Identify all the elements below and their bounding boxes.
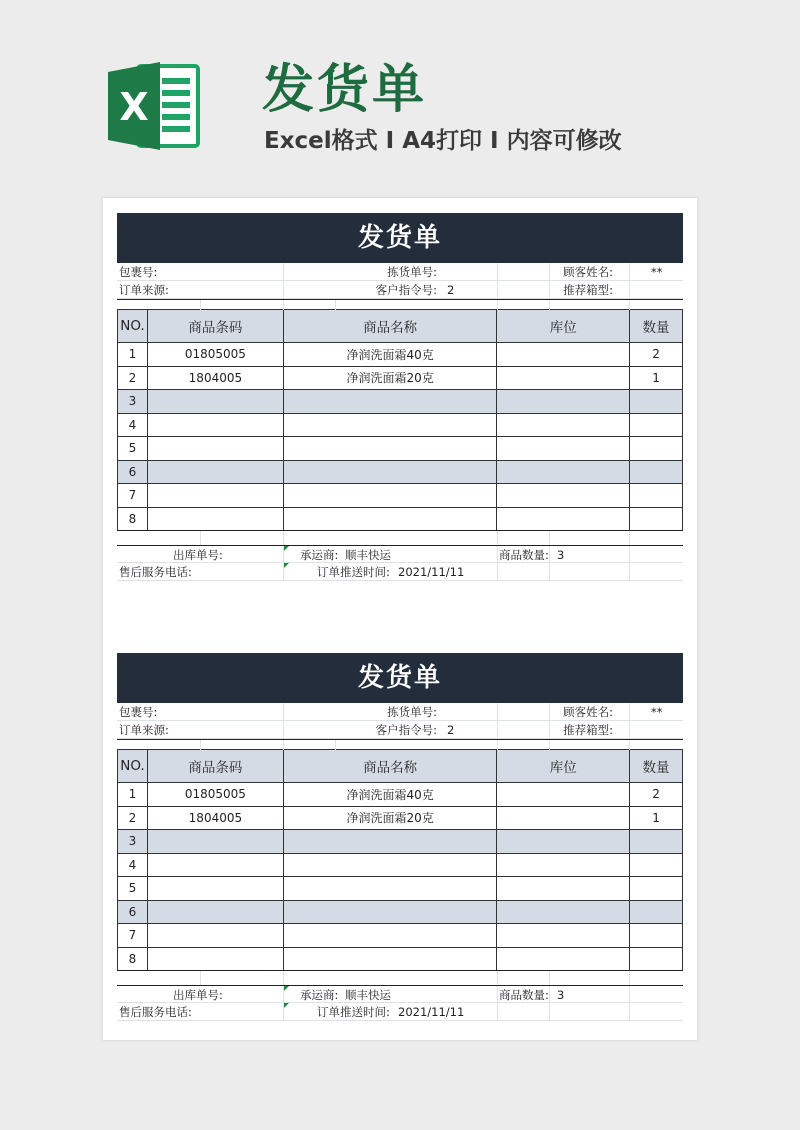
- table-body: [118, 783, 683, 971]
- row-barcode[interactable]: [147, 507, 283, 531]
- row-no: 8: [118, 507, 148, 531]
- row-product-name[interactable]: 净润洗面霜40克: [283, 343, 497, 367]
- table-row: [118, 853, 683, 877]
- page-title: 发货单: [262, 60, 428, 120]
- table-body: [118, 343, 683, 531]
- customer-name-label: 顾客姓名:: [563, 705, 613, 719]
- row-barcode[interactable]: [147, 853, 283, 877]
- col-header-location: 库位: [497, 310, 630, 343]
- row-product-name[interactable]: [283, 830, 497, 854]
- col-header-no: NO.: [118, 750, 148, 783]
- table-row: [118, 343, 683, 367]
- row-location[interactable]: [497, 924, 630, 948]
- col-header-no: NO.: [118, 310, 148, 343]
- carrier-label: 承运商:: [300, 988, 339, 1002]
- col-header-location: 库位: [497, 750, 630, 783]
- after-sales-phone-label: 售后服务电话:: [119, 565, 192, 579]
- row-barcode[interactable]: 1804005: [147, 366, 283, 390]
- item-count-label: 商品数量:: [499, 988, 549, 1002]
- items-table: [117, 309, 683, 531]
- form-footer: [117, 531, 683, 581]
- row-product-name[interactable]: [283, 947, 497, 971]
- row-barcode[interactable]: [147, 924, 283, 948]
- carrier-value[interactable]: 顺丰快运: [345, 548, 391, 562]
- box-type-label: 推荐箱型:: [563, 283, 613, 297]
- push-time-label: 订单推送时间:: [317, 1005, 390, 1019]
- row-no: 4: [118, 853, 148, 877]
- table-row: [118, 390, 683, 414]
- form-title: 发货单: [117, 213, 683, 263]
- table-row: [118, 924, 683, 948]
- row-location[interactable]: [497, 783, 630, 807]
- row-no: 2: [118, 366, 148, 390]
- row-no: 4: [118, 413, 148, 437]
- page-header: [0, 0, 800, 190]
- row-location[interactable]: [497, 413, 630, 437]
- row-no: 7: [118, 924, 148, 948]
- items-table: [117, 749, 683, 971]
- item-count-value[interactable]: 3: [557, 548, 565, 562]
- row-location[interactable]: [497, 437, 630, 461]
- table-row: [118, 806, 683, 830]
- footer-row-1: [117, 985, 683, 1003]
- row-location[interactable]: [497, 460, 630, 484]
- svg-text:X: X: [119, 85, 149, 129]
- row-location[interactable]: [497, 366, 630, 390]
- package-label: 包裹号:: [119, 265, 158, 279]
- row-quantity[interactable]: 1: [630, 806, 683, 830]
- push-time-label: 订单推送时间:: [317, 565, 390, 579]
- row-quantity[interactable]: 2: [630, 343, 683, 367]
- form-title: 发货单: [117, 653, 683, 703]
- row-no: 1: [118, 343, 148, 367]
- row-location[interactable]: [497, 507, 630, 531]
- row-no: 1: [118, 783, 148, 807]
- row-no: 5: [118, 877, 148, 901]
- footer-row-2: [117, 563, 683, 581]
- row-product-name[interactable]: [283, 437, 497, 461]
- row-quantity[interactable]: [630, 390, 683, 414]
- row-product-name[interactable]: [283, 877, 497, 901]
- client-command-value[interactable]: 2: [447, 723, 455, 737]
- customer-name-value[interactable]: **: [651, 265, 663, 279]
- row-barcode[interactable]: 01805005: [147, 343, 283, 367]
- row-no: 6: [118, 900, 148, 924]
- table-row: [118, 783, 683, 807]
- form-footer: [117, 971, 683, 1021]
- client-command-label: 客户指令号:: [375, 283, 437, 297]
- row-quantity[interactable]: [630, 484, 683, 508]
- carrier-value[interactable]: 顺丰快运: [345, 988, 391, 1002]
- col-header-quantity: 数量: [630, 750, 683, 783]
- spacer: [117, 531, 683, 545]
- row-no: 3: [118, 830, 148, 854]
- row-barcode[interactable]: [147, 947, 283, 971]
- order-source-label: 订单来源:: [119, 283, 169, 297]
- footer-row-1: [117, 545, 683, 563]
- info-row-2: [117, 721, 683, 739]
- push-time-value[interactable]: 2021/11/11: [398, 565, 465, 579]
- row-product-name[interactable]: 净润洗面霜40克: [283, 783, 497, 807]
- page-subtitle: Excel格式 I A4打印 I 内容可修改: [264, 128, 622, 154]
- after-sales-phone-label: 售后服务电话:: [119, 1005, 192, 1019]
- row-product-name[interactable]: [283, 460, 497, 484]
- row-location[interactable]: [497, 830, 630, 854]
- row-quantity[interactable]: [630, 437, 683, 461]
- row-barcode[interactable]: 1804005: [147, 806, 283, 830]
- row-product-name[interactable]: [283, 853, 497, 877]
- row-product-name[interactable]: [283, 507, 497, 531]
- row-quantity[interactable]: [630, 507, 683, 531]
- row-location[interactable]: [497, 343, 630, 367]
- carrier-label: 承运商:: [300, 548, 339, 562]
- spacer: [117, 971, 683, 985]
- row-product-name[interactable]: [283, 924, 497, 948]
- delivery-form-1: [117, 213, 683, 581]
- table-row: [118, 877, 683, 901]
- order-source-label: 订单来源:: [119, 723, 169, 737]
- col-header-barcode: 商品条码: [147, 750, 283, 783]
- table-header-row: [118, 750, 683, 783]
- row-no: 6: [118, 460, 148, 484]
- table-row: [118, 484, 683, 508]
- row-barcode[interactable]: [147, 413, 283, 437]
- row-no: 7: [118, 484, 148, 508]
- row-location[interactable]: [497, 853, 630, 877]
- row-product-name[interactable]: [283, 413, 497, 437]
- pick-number-label: 拣货单号:: [387, 265, 437, 279]
- package-label: 包裹号:: [119, 705, 158, 719]
- col-header-product-name: 商品名称: [283, 310, 497, 343]
- row-location[interactable]: [497, 390, 630, 414]
- row-barcode[interactable]: [147, 877, 283, 901]
- col-header-quantity: 数量: [630, 310, 683, 343]
- row-no: 8: [118, 947, 148, 971]
- col-header-barcode: 商品条码: [147, 310, 283, 343]
- spacer: [117, 299, 683, 309]
- row-barcode[interactable]: [147, 390, 283, 414]
- row-location[interactable]: [497, 806, 630, 830]
- table-row: [118, 413, 683, 437]
- footer-row-2: [117, 1003, 683, 1021]
- row-quantity[interactable]: [630, 460, 683, 484]
- row-quantity[interactable]: [630, 830, 683, 854]
- row-location[interactable]: [497, 900, 630, 924]
- box-type-label: 推荐箱型:: [563, 723, 613, 737]
- row-barcode[interactable]: 01805005: [147, 783, 283, 807]
- row-no: 3: [118, 390, 148, 414]
- table-header-row: [118, 310, 683, 343]
- item-count-label: 商品数量:: [499, 548, 549, 562]
- info-row-1: [117, 263, 683, 281]
- customer-name-label: 顾客姓名:: [563, 265, 613, 279]
- row-quantity[interactable]: [630, 900, 683, 924]
- row-no: 5: [118, 437, 148, 461]
- row-quantity[interactable]: [630, 924, 683, 948]
- table-row: [118, 947, 683, 971]
- delivery-form-2: [117, 653, 683, 1021]
- form-info: [117, 263, 683, 299]
- row-product-name[interactable]: [283, 900, 497, 924]
- row-barcode[interactable]: [147, 437, 283, 461]
- table-row: [118, 366, 683, 390]
- row-quantity[interactable]: 2: [630, 783, 683, 807]
- table-row: [118, 830, 683, 854]
- form-info: [117, 703, 683, 739]
- client-command-value[interactable]: 2: [447, 283, 455, 297]
- row-barcode[interactable]: [147, 900, 283, 924]
- row-barcode[interactable]: [147, 460, 283, 484]
- row-product-name[interactable]: 净润洗面霜20克: [283, 806, 497, 830]
- row-no: 2: [118, 806, 148, 830]
- push-time-value[interactable]: 2021/11/11: [398, 1005, 465, 1019]
- row-quantity[interactable]: [630, 947, 683, 971]
- col-header-product-name: 商品名称: [283, 750, 497, 783]
- row-quantity[interactable]: [630, 853, 683, 877]
- row-quantity[interactable]: [630, 413, 683, 437]
- info-row-1: [117, 703, 683, 721]
- row-product-name[interactable]: [283, 390, 497, 414]
- table-row: [118, 900, 683, 924]
- row-barcode[interactable]: [147, 830, 283, 854]
- row-product-name[interactable]: 净润洗面霜20克: [283, 366, 497, 390]
- info-row-2: [117, 281, 683, 299]
- excel-icon: [104, 58, 202, 154]
- row-location[interactable]: [497, 877, 630, 901]
- table-row: [118, 507, 683, 531]
- outbound-number-label: 出库单号:: [173, 988, 223, 1002]
- row-location[interactable]: [497, 947, 630, 971]
- customer-name-value[interactable]: **: [651, 705, 663, 719]
- table-row: [118, 437, 683, 461]
- client-command-label: 客户指令号:: [375, 723, 437, 737]
- outbound-number-label: 出库单号:: [173, 548, 223, 562]
- item-count-value[interactable]: 3: [557, 988, 565, 1002]
- row-quantity[interactable]: [630, 877, 683, 901]
- row-quantity[interactable]: 1: [630, 366, 683, 390]
- row-product-name[interactable]: [283, 484, 497, 508]
- row-location[interactable]: [497, 484, 630, 508]
- table-row: [118, 460, 683, 484]
- row-barcode[interactable]: [147, 484, 283, 508]
- pick-number-label: 拣货单号:: [387, 705, 437, 719]
- spacer: [117, 739, 683, 749]
